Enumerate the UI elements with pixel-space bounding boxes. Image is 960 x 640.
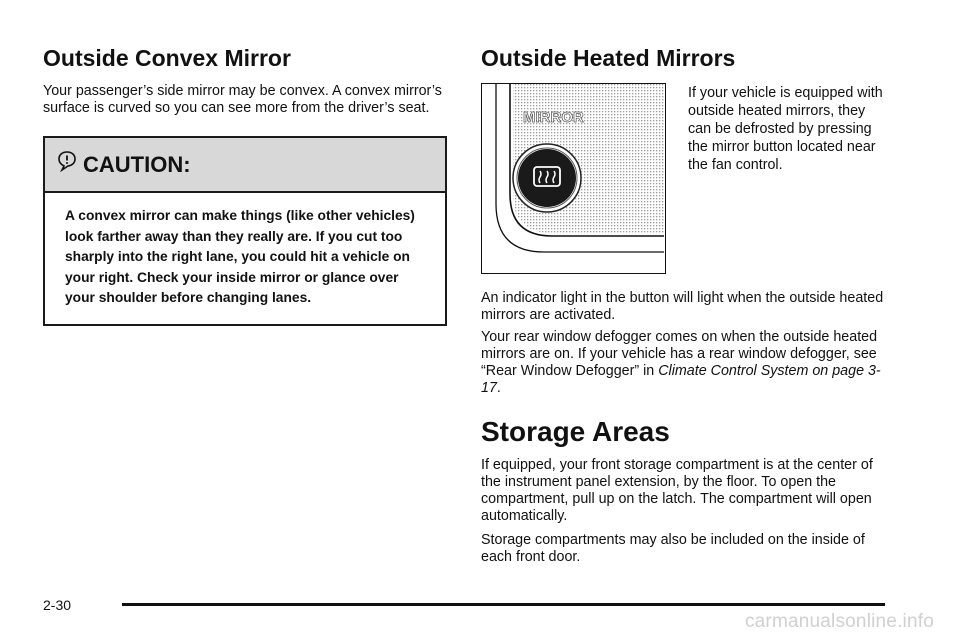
caution-warning-icon [57, 150, 77, 172]
footer-rule [122, 603, 885, 606]
section-heading-convex-mirror: Outside Convex Mirror [43, 45, 291, 71]
watermark: carmanualsonline.info [744, 611, 934, 632]
page-number: 2-30 [43, 597, 72, 613]
figure-caption-text [688, 84, 891, 274]
mirror-button-illustration [481, 83, 666, 274]
indicator-light-paragraph: An indicator light in the button will light when the outside heated mirrors are activated. [481, 290, 884, 323]
storage-paragraph-2: Storage compartments may also be included on the inside of each front door. [481, 532, 865, 565]
mirror-label: MIRROR [523, 109, 584, 126]
caution-body [45, 193, 445, 324]
heated-mirror-figure-row [481, 83, 891, 274]
section-heading-heated-mirrors: Outside Heated Mirrors [481, 45, 736, 71]
caution-box [43, 136, 447, 326]
heated-mirror-intro: If your vehicle is equipped with outside heated mirrors, they can be defrosted by pressing the mirror button located near the fan control. [688, 85, 883, 173]
defogger-end: . [496, 380, 501, 396]
section-heading-storage: Storage Areas [481, 416, 670, 447]
left-column [43, 44, 447, 326]
caution-header [45, 138, 445, 193]
convex-mirror-paragraph: Your passenger’s side mirror may be convex. A convex mirror’s surface is curved so you can see more from the driver’s seat. [43, 83, 442, 116]
mirror-panel-drawing [482, 84, 664, 272]
caution-text: A convex mirror can make things (like other vehicles) look farther away than they really are. If you cut too sharply into the right lane, you could hit a vehicle on your right. Check your inside mirror or glance over your shoulder before changing lanes. [65, 208, 415, 305]
climate-control-reference: Climate Control System on page 3-17 [481, 363, 881, 396]
caution-title: CAUTION: [83, 151, 191, 177]
defogger-paragraph [481, 329, 891, 397]
right-column [481, 44, 891, 566]
defogger-text: Your rear window defogger comes on when the outside heated mirrors are on. If your vehicle has a rear window defogger, see “Rear Window Defogger” in [481, 329, 878, 379]
storage-paragraph-1: If equipped, your front storage compartment is at the center of the instrument panel extension, by the floor. To open the compartment, pull up on the latch. The compartment will open automatically. [481, 457, 873, 524]
